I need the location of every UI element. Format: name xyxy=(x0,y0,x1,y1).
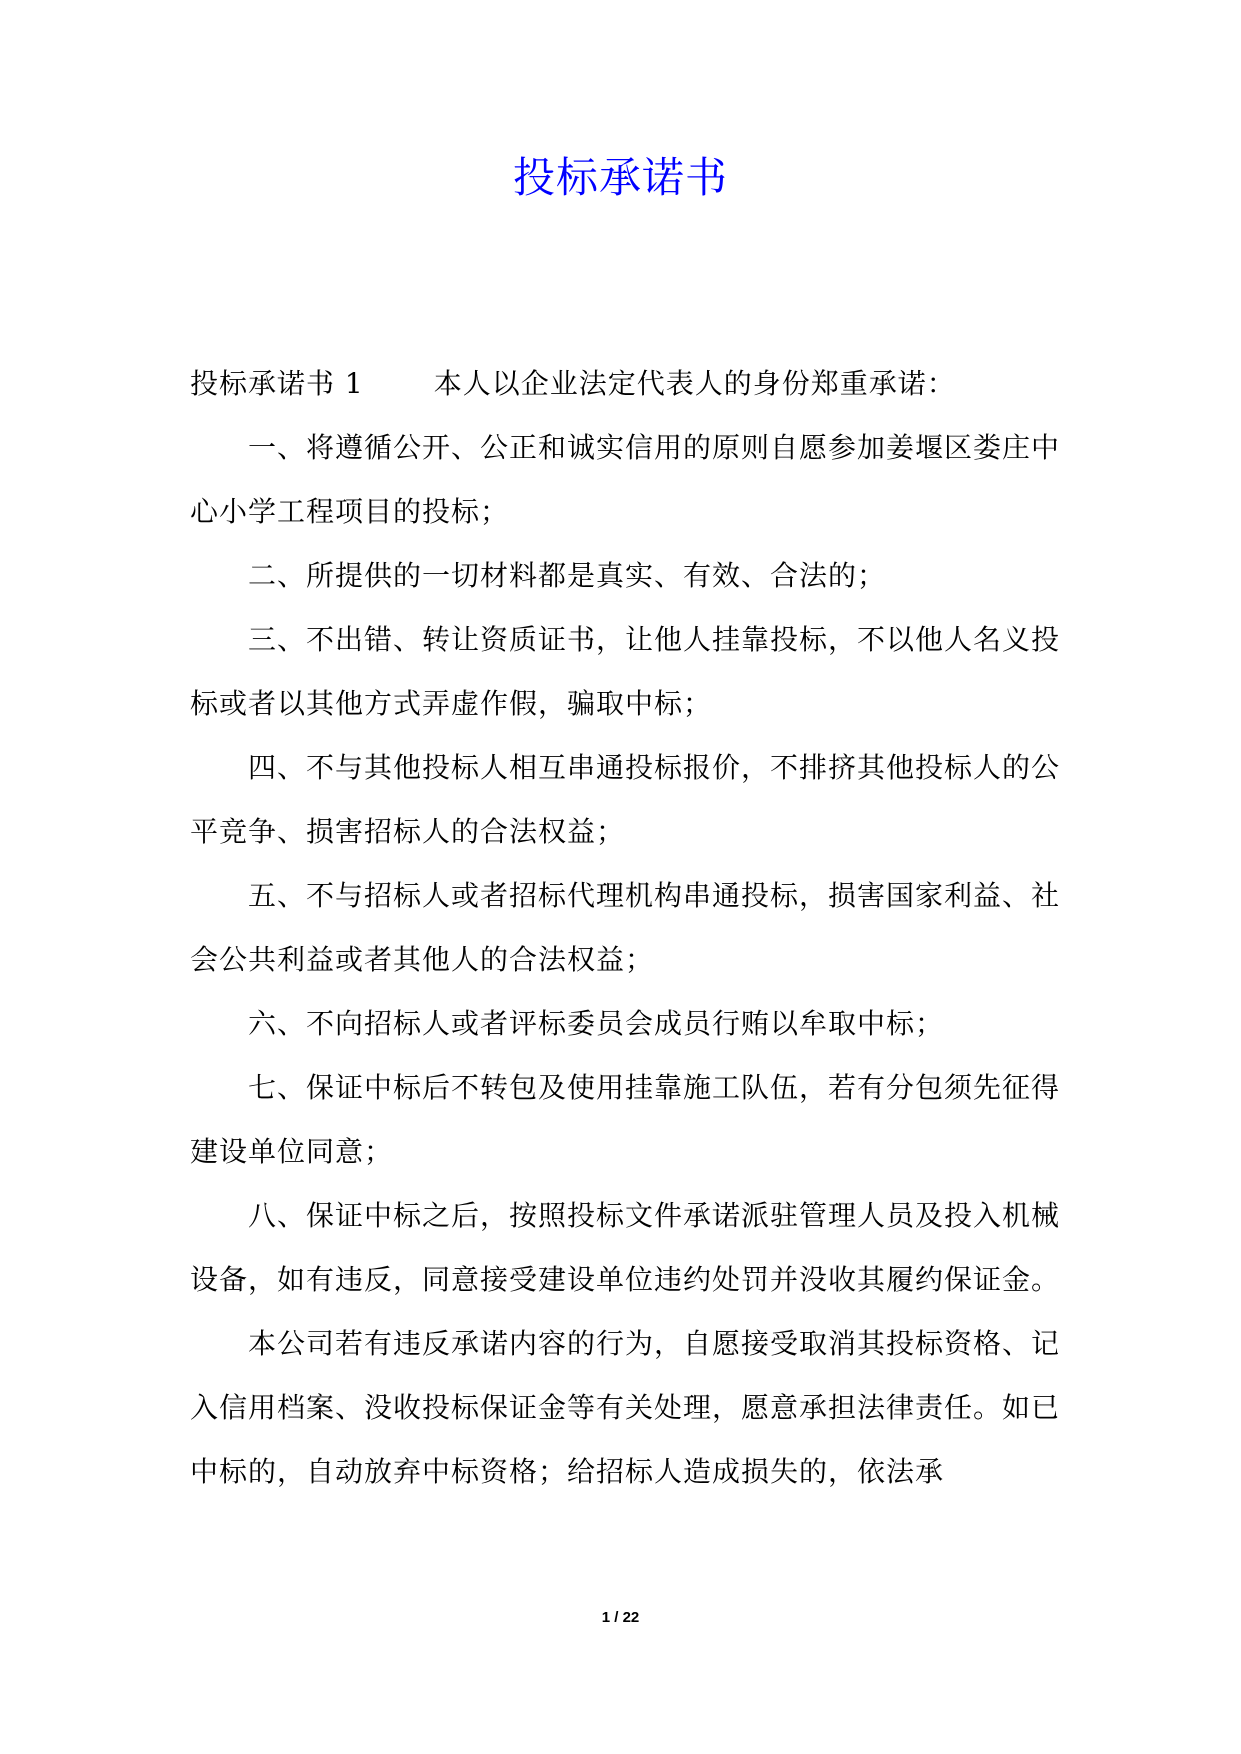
page-number: 1 / 22 xyxy=(601,1609,640,1626)
lead-label: 投标承诺书 1 xyxy=(190,367,364,400)
paragraph-3: 三、不出错、转让资质证书，让他人挂靠投标，不以他人名义投标或者以其他方式弄虚作假，骗取中标； xyxy=(190,623,1061,720)
document-body xyxy=(190,352,1060,1504)
paragraph-8: 八、保证中标之后，按照投标文件承诺派驻管理人员及投入机械设备，如有违反，同意接受建设单位违约处罚并没收其履约保证金。 xyxy=(190,1199,1061,1296)
paragraph-5: 五、不与招标人或者招标代理机构串通投标，损害国家利益、社会公共利益或者其他人的合法权益； xyxy=(190,879,1061,976)
paragraph-1: 一、将遵循公开、公正和诚实信用的原则自愿参加姜堰区娄庄中心小学工程项目的投标； xyxy=(190,431,1061,528)
paragraph-4: 四、不与其他投标人相互串通投标报价，不排挤其他投标人的公平竞争、损害招标人的合法权益； xyxy=(190,751,1061,848)
page-title: 投标承诺书 xyxy=(512,153,728,202)
paragraph-6: 六、不向招标人或者评标委员会成员行贿以牟取中标； xyxy=(248,1007,945,1040)
lead-text: 本人以企业法定代表人的身份郑重承诺： xyxy=(433,367,956,400)
lead-paragraph xyxy=(190,352,1060,416)
paragraph-2: 二、所提供的一切材料都是真实、有效、合法的； xyxy=(248,559,887,592)
paragraph-7: 七、保证中标后不转包及使用挂靠施工队伍，若有分包须先征得建设单位同意； xyxy=(190,1071,1061,1168)
paragraph-9: 本公司若有违反承诺内容的行为，自愿接受取消其投标资格、记入信用档案、没收投标保证金等有关处理，愿意承担法律责任。如已中标的，自动放弃中标资格；给招标人造成损失的，依法承 xyxy=(190,1327,1061,1488)
